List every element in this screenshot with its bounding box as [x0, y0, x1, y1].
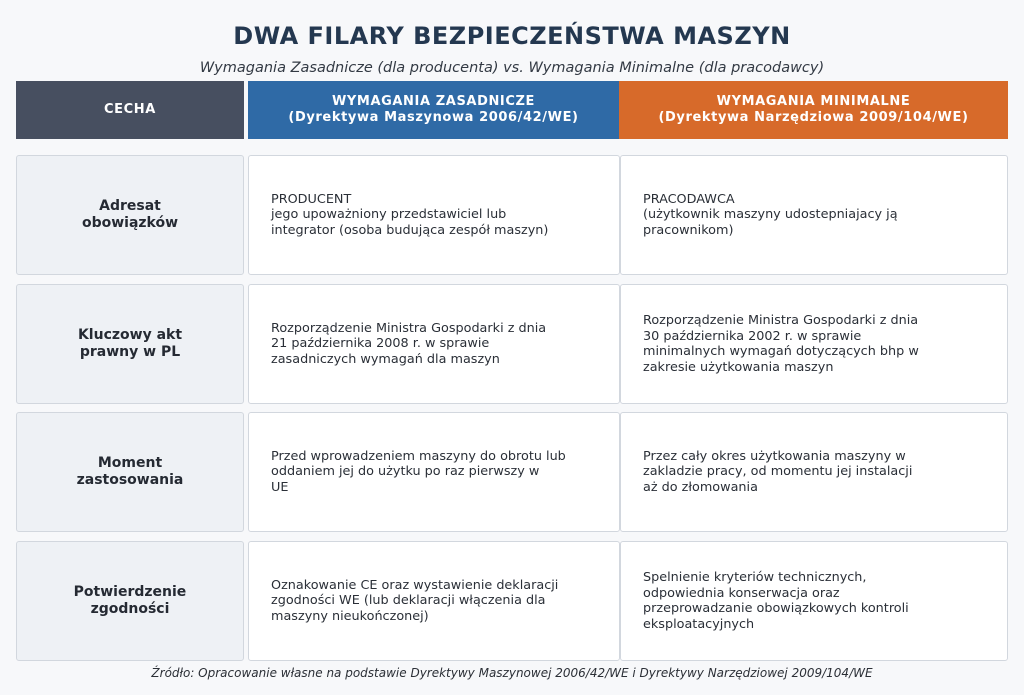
row-4-minimal-text: Spelnienie kryteriów technicznych, odpowiednia konserwacja oraz przeprowadzanie obowiązkowych kontroli eksploatacyjnych: [643, 570, 909, 632]
row-2-feature: [16, 284, 244, 404]
row-2-essential-cell: [248, 284, 620, 404]
row-1-feature-label: Adresat obowiązków: [81, 198, 179, 231]
row-3-feature: [16, 412, 244, 532]
header-essential-title: WYMAGANIA ZASADNICZE: [331, 94, 536, 109]
row-1-feature: [16, 155, 244, 275]
row-2-essential-text: Rozporządzenie Ministra Gospodarki z dnia 21 października 2008 r. w sprawie zasadniczych wymagań dla maszyn: [271, 320, 547, 367]
row-3-essential-text: Przed wprowadzeniem maszyny do obrotu lub oddaniem jej do użytku po raz pierwszy w UE: [271, 448, 566, 495]
row-2-minimal-cell: [620, 284, 1008, 404]
header-essential-subtitle: (Dyrektywa Maszynowa 2006/42/WE): [288, 110, 579, 125]
header-feature: [16, 81, 244, 139]
row-4-minimal-cell: [620, 541, 1008, 661]
header-minimal-title: WYMAGANIA MINIMALNE: [716, 94, 911, 109]
header-feature-label: CECHA: [104, 102, 156, 117]
row-4-essential-cell: [248, 541, 620, 661]
header-essential: [248, 81, 619, 139]
row-3-minimal-cell: [620, 412, 1008, 532]
header-minimal: [619, 81, 1008, 139]
row-4-feature-label: Potwierdzenie zgodności: [73, 584, 187, 617]
row-1-minimal-text: PRACODAWCA (użytkownik maszyny udostepniajacy ją pracownikom): [643, 191, 898, 238]
page-title: DWA FILARY BEZPIECZEŃSTWA MASZYN: [233, 22, 791, 50]
header-minimal-subtitle: (Dyrektywa Narzędziowa 2009/104/WE): [658, 110, 969, 125]
row-4-essential-text: Oznakowanie CE oraz wystawienie deklaracji zgodności WE (lub deklaracji włączenia dla maszyny nieukończonej): [271, 577, 559, 624]
page-subtitle: Wymagania Zasadnicze (dla producenta) vs. Wymagania Minimalne (dla pracodawcy): [199, 60, 825, 76]
row-3-minimal-text: Przez cały okres użytkowania maszyny w zakladzie pracy, od momentu jej instalacji aż do złomowania: [643, 448, 913, 495]
row-4-feature: [16, 541, 244, 661]
row-1-essential-text: PRODUCENT jego upoważniony przedstawiciel lub integrator (osoba budująca zespół maszyn): [271, 191, 549, 238]
row-3-essential-cell: [248, 412, 620, 532]
row-1-minimal-cell: [620, 155, 1008, 275]
row-2-minimal-text: Rozporządzenie Ministra Gospodarki z dnia 30 października 2002 r. w sprawie minimalnych wymagań dotyczących bhp w zakresie użytkowania maszyn: [643, 313, 919, 375]
row-3-feature-label: Moment zastosowania: [76, 455, 184, 488]
row-1-essential-cell: [248, 155, 620, 275]
source-footer: Źródło: Opracowanie własne na podstawie Dyrektywy Maszynowej 2006/42/WE i Dyrektywy Narzędziowej 2009/104/WE: [151, 666, 873, 680]
row-2-feature-label: Kluczowy akt prawny w PL: [77, 327, 183, 360]
